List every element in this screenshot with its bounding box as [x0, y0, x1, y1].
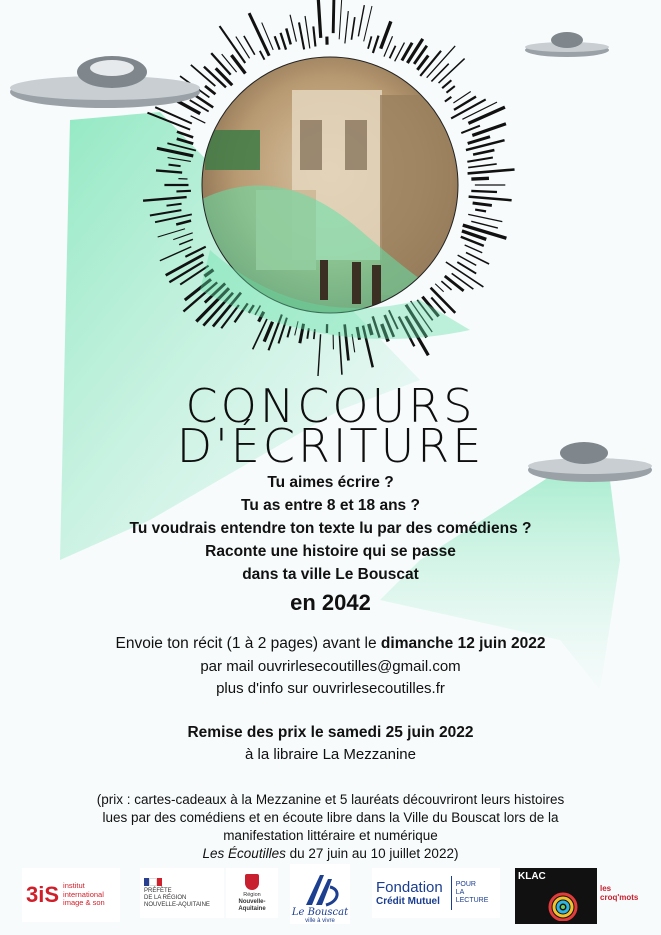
- sunburst-ray: [452, 273, 474, 289]
- sunburst-ray: [176, 191, 191, 192]
- sunburst-ray: [281, 33, 286, 50]
- region-text-3: Aquitaine: [238, 905, 266, 912]
- sunburst-ray: [339, 0, 342, 39]
- submission-line-1: [0, 633, 661, 654]
- sunburst-ray: [373, 36, 379, 53]
- fondation-text: Fondation: [376, 879, 443, 896]
- logo-3is-text-2: international: [63, 889, 104, 899]
- sunburst-ray: [260, 51, 265, 60]
- sunburst-ray: [407, 39, 422, 63]
- sunburst-ray: [472, 124, 506, 136]
- ceremony-place: à la libraire La Mezzanine: [245, 746, 416, 763]
- festival-name: Les Écoutilles: [202, 846, 286, 861]
- sunburst-ray: [468, 214, 502, 221]
- le-bouscat-mark-icon: [300, 873, 340, 907]
- ufo-left: [10, 56, 200, 108]
- year-heading: en 2042: [290, 590, 371, 615]
- sunburst-ray: [473, 203, 492, 205]
- sunburst-ray: [236, 37, 250, 59]
- sunburst-ray: [469, 197, 512, 201]
- ceremony-date: Remise des prix le samedi 25 juin 2022: [187, 724, 474, 741]
- prefet-text-3: NOUVELLE-AQUITAINE: [144, 901, 210, 908]
- sunburst-ray: [231, 55, 245, 73]
- submission-email[interactable]: par mail ouvrirlesecoutilles@gmail.com: [200, 658, 461, 675]
- region-text-1: Région: [243, 891, 261, 898]
- sunburst-ray: [286, 28, 290, 44]
- ufo-top-right: [525, 32, 609, 57]
- le-bouscat-tagline: ville à vivre: [305, 918, 335, 924]
- logo-prefecture: [140, 868, 224, 918]
- prizes-line-3: manifestation littéraire et numérique: [223, 828, 438, 843]
- le-bouscat-text: Le Bouscat: [291, 907, 349, 918]
- question-2: Tu as entre 8 et 18 ans ?: [241, 497, 420, 514]
- sunburst-ray: [290, 15, 296, 42]
- submission-website[interactable]: plus d'info sur ouvrirlesecoutilles.fr: [216, 680, 445, 697]
- pour-text: POUR: [455, 881, 476, 888]
- prefet-text-1: PRÉFÈTE: [144, 887, 172, 894]
- sunburst-ray: [442, 80, 451, 88]
- region-shield-icon: [245, 874, 259, 890]
- sunburst-ray: [299, 22, 304, 49]
- sunburst-ray: [390, 46, 396, 59]
- logo-le-bouscat: [290, 864, 350, 924]
- sunburst-ray: [368, 36, 371, 48]
- logo-3is-text-3: image & son: [63, 898, 105, 908]
- prizes-line-2: lues par des comédiens et en écoute libre dans la Ville du Bouscat lors de la: [102, 810, 559, 825]
- sunburst-ray: [216, 68, 233, 85]
- sunburst-ray: [431, 64, 448, 82]
- question-1: Tu aimes écrire ?: [267, 474, 394, 491]
- sunburst-ray: [461, 126, 480, 133]
- sunburst-ray: [191, 116, 206, 123]
- sunburst-ray: [351, 17, 354, 40]
- sunburst-ray: [305, 16, 310, 48]
- festival-dates: du 27 juin au 10 juillet 2022): [285, 846, 459, 861]
- klac-swirl-icon: [518, 891, 588, 921]
- sunburst-ray: [318, 0, 321, 38]
- sunburst-ray: [364, 6, 372, 41]
- submission-prefix: Envoie ton récit (1 à 2 pages) avant le: [115, 635, 381, 652]
- sunburst-ray: [471, 178, 489, 179]
- question-3: Tu voudrais entendre ton texte lu par des comédiens ?: [129, 520, 532, 537]
- logo-fondation-credit-mutuel: [372, 868, 500, 918]
- region-text-2: Nouvelle-: [238, 898, 266, 905]
- question-5: dans ta ville Le Bouscat: [242, 566, 419, 583]
- sunburst-ray: [445, 276, 464, 291]
- credit-mutuel-text: Crédit Mutuel: [376, 896, 440, 907]
- klac-text: KLAC: [518, 871, 546, 882]
- logo-3is-text-1: institut: [63, 881, 85, 891]
- title-line-2: D'ÉCRITURE: [176, 419, 485, 473]
- sunburst-ray: [463, 225, 507, 238]
- sunburst-ray: [445, 97, 451, 102]
- prefet-text-2: DE LA RÉGION: [144, 894, 187, 901]
- sunburst-ray: [446, 86, 454, 93]
- logo-3is-mark: 3iS: [26, 882, 60, 907]
- prizes-line-1: (prix : cartes-cadeaux à la Mezzanine et 5 lauréats découvriront leurs histoires: [96, 792, 565, 807]
- sunburst-ray: [333, 0, 334, 33]
- sunburst-ray: [468, 170, 515, 174]
- submission-deadline: dimanche 12 juin 2022: [380, 635, 546, 652]
- logo-region: [226, 868, 278, 918]
- sunburst-ray: [205, 86, 215, 94]
- sunburst-ray: [468, 164, 497, 168]
- sunburst-ray: [473, 150, 494, 155]
- french-flag-icon: [144, 878, 162, 886]
- sunburst-ray: [471, 191, 497, 192]
- title-line-1: CONCOURS: [185, 379, 476, 433]
- logo-klac: [515, 868, 597, 924]
- sunburst-ray: [465, 245, 483, 253]
- sunburst-ray: [345, 11, 348, 43]
- la-text: LA: [455, 889, 465, 896]
- question-4: Raconte une histoire qui se passe: [205, 543, 456, 560]
- prizes-line-4: [0, 845, 661, 863]
- logo-3is: [22, 868, 120, 922]
- croq-mots-text: les croq'mots: [600, 884, 639, 902]
- sunburst-ray: [441, 281, 451, 290]
- sunburst-ray: [358, 5, 364, 36]
- sunburst-ray: [435, 284, 443, 292]
- sunburst-ray: [467, 157, 493, 161]
- sunburst-ray: [275, 36, 280, 49]
- sunburst-ray: [475, 210, 486, 212]
- sunburst-ray: [454, 97, 476, 110]
- sunburst-ray: [468, 107, 504, 123]
- sunburst-ray: [313, 26, 315, 46]
- lecture-text: LECTURE: [455, 897, 489, 904]
- sunburst-ray: [468, 137, 490, 144]
- logo-croq-mots: [600, 868, 650, 918]
